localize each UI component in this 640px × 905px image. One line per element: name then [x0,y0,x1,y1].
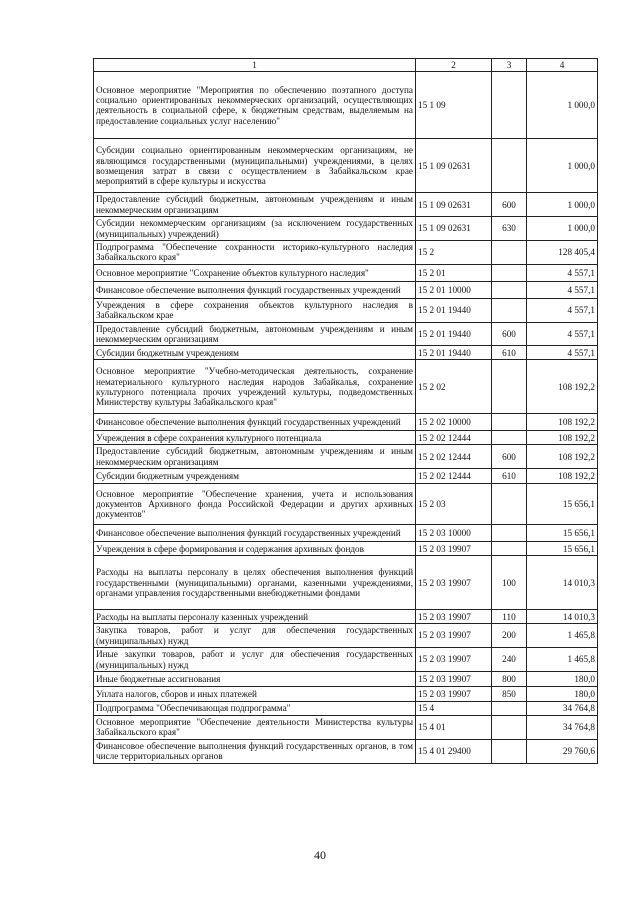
table-row [94,610,598,624]
row-type-cell [492,525,527,542]
table-row [94,431,598,445]
page-number: 40 [314,848,326,862]
row-amount-cell: 180,0 [527,671,598,686]
row-name-cell: Предоставление субсидий бюджетным, автономным учреждениям и иным некоммерческим организациям [94,445,416,469]
row-name-cell: Иные закупки товаров, работ и услуг для обеспечения государственных (муниципальных) нужд [94,648,416,672]
row-code-cell: 15 1 09 02631 [416,193,492,217]
row-type-cell [492,72,527,139]
header-col-2: 2 [416,59,492,72]
row-type-cell [492,241,527,265]
row-amount-cell: 1 000,0 [527,193,598,217]
row-amount-cell: 34 764,8 [527,701,598,715]
row-type-cell: 800 [492,671,527,686]
header-col-4: 4 [527,59,598,72]
table-row [94,701,598,715]
row-amount-cell: 108 192,2 [527,431,598,445]
table-row [94,648,598,672]
table-row [94,281,598,298]
row-name-cell: Основное мероприятие "Мероприятия по обеспечению поэтапного доступа социально ориентированных некоммерческих организаций, осуществляющих деятельность в социальной сфере, к бюджетным средствам, выделяемым на предоставление социальных услуг населению" [94,72,416,139]
table-row [94,445,598,469]
row-amount-cell: 1 465,8 [527,648,598,672]
row-amount-cell: 14 010,3 [527,610,598,624]
row-name-cell: Основное мероприятие "Учебно-методическая деятельность, сохранение нематериального культурного наследия народов Забайкалья, сохранение культурного потенциала прочих учреждений культуры, подведомственных Министерству культуры Забайкальского края" [94,360,416,414]
row-type-cell: 100 [492,556,527,610]
row-type-cell [492,739,527,763]
row-type-cell: 630 [492,217,527,241]
header-col-3: 3 [492,59,527,72]
row-name-cell: Предоставление субсидий бюджетным, автономным учреждениям и иным некоммерческим организациям [94,322,416,346]
row-code-cell: 15 2 03 19907 [416,648,492,672]
table-row [94,624,598,648]
row-code-cell: 15 2 01 19440 [416,322,492,346]
row-amount-cell: 108 192,2 [527,469,598,484]
row-amount-cell: 108 192,2 [527,414,598,431]
row-code-cell: 15 2 03 19907 [416,556,492,610]
row-code-cell: 15 4 [416,701,492,715]
table-row [94,525,598,542]
row-amount-cell: 1 465,8 [527,624,598,648]
row-code-cell: 15 2 02 12444 [416,431,492,445]
row-code-cell: 15 2 01 19440 [416,346,492,360]
row-name-cell: Учреждения в сфере сохранения культурного потенциала [94,431,416,445]
header-col-1: 1 [94,59,416,72]
table-row [94,556,598,610]
row-type-cell: 610 [492,346,527,360]
budget-table [93,58,598,764]
row-amount-cell: 15 656,1 [527,525,598,542]
row-name-cell: Субсидии бюджетным учреждениям [94,346,416,360]
table-row [94,715,598,739]
table-row [94,739,598,763]
row-code-cell: 15 1 09 02631 [416,139,492,193]
row-name-cell: Основное мероприятие "Сохранение объектов культурного наследия" [94,264,416,281]
row-name-cell: Расходы на выплаты персоналу в целях обеспечения выполнения функций государственными (муниципальными) органами, казенными учреждениями, органами управления государственными внебюджетными фондами [94,556,416,610]
table-row [94,671,598,686]
row-type-cell: 110 [492,610,527,624]
table-header-row [94,59,598,72]
row-name-cell: Финансовое обеспечение выполнения функций государственных учреждений [94,525,416,542]
row-name-cell: Подпрограмма "Обеспечение сохранности историко-культурного наследия Забайкальского края" [94,241,416,265]
row-code-cell: 15 2 02 12444 [416,445,492,469]
row-code-cell: 15 1 09 [416,72,492,139]
row-name-cell: Финансовое обеспечение выполнения функций государственных органов, в том числе территориальных органов [94,739,416,763]
row-name-cell: Уплата налогов, сборов и иных платежей [94,686,416,701]
row-type-cell [492,264,527,281]
row-type-cell [492,298,527,322]
table-body [94,72,598,763]
row-name-cell: Основное мероприятие "Обеспечение деятельности Министерства культуры Забайкальского края" [94,715,416,739]
table-row [94,346,598,360]
table-row [94,139,598,193]
row-amount-cell: 180,0 [527,686,598,701]
row-name-cell: Финансовое обеспечение выполнения функций государственных учреждений [94,414,416,431]
row-amount-cell: 14 010,3 [527,556,598,610]
row-name-cell: Подпрограмма "Обеспечивающая подпрограмма" [94,701,416,715]
row-type-cell: 850 [492,686,527,701]
row-code-cell: 15 2 03 [416,484,492,525]
row-name-cell: Закупка товаров, работ и услуг для обеспечения государственных (муниципальных) нужд [94,624,416,648]
row-type-cell [492,542,527,556]
row-code-cell: 15 2 03 19907 [416,671,492,686]
row-name-cell: Иные бюджетные ассигнования [94,671,416,686]
row-amount-cell: 1 000,0 [527,139,598,193]
row-code-cell: 15 2 03 19907 [416,686,492,701]
row-code-cell: 15 2 03 19907 [416,624,492,648]
table-row [94,72,598,139]
row-type-cell: 240 [492,648,527,672]
row-amount-cell: 128 405,4 [527,241,598,265]
row-name-cell: Расходы на выплаты персоналу казенных учреждений [94,610,416,624]
row-amount-cell: 4 557,1 [527,281,598,298]
row-name-cell: Субсидии некоммерческим организациям (за исключением государственных (муниципальных) учреждений) [94,217,416,241]
row-type-cell: 600 [492,193,527,217]
row-code-cell: 15 4 01 29400 [416,739,492,763]
row-type-cell [492,431,527,445]
row-code-cell: 15 4 01 [416,715,492,739]
row-code-cell: 15 2 [416,241,492,265]
row-name-cell: Финансовое обеспечение выполнения функций государственных учреждений [94,281,416,298]
row-code-cell: 15 2 02 [416,360,492,414]
table-row [94,264,598,281]
row-type-cell [492,715,527,739]
row-amount-cell: 4 557,1 [527,264,598,281]
row-amount-cell: 108 192,2 [527,360,598,414]
table-row [94,542,598,556]
row-code-cell: 15 2 03 19907 [416,610,492,624]
table-row [94,484,598,525]
table-row [94,193,598,217]
row-type-cell [492,139,527,193]
row-type-cell [492,281,527,298]
row-name-cell: Субсидии социально ориентированным некоммерческим организациям, не являющимся государственными (муниципальными) учреждениями, в целях возмещения затрат в связи с осуществлением в Забайкальском крае мероприятий в сфере культуры и искусства [94,139,416,193]
table-row [94,298,598,322]
row-type-cell: 200 [492,624,527,648]
row-code-cell: 15 2 03 19907 [416,542,492,556]
table-row [94,322,598,346]
row-amount-cell: 15 656,1 [527,484,598,525]
row-type-cell: 600 [492,322,527,346]
row-amount-cell: 108 192,2 [527,445,598,469]
row-code-cell: 15 2 01 10000 [416,281,492,298]
row-name-cell: Предоставление субсидий бюджетным, автономным учреждениям и иным некоммерческим организациям [94,193,416,217]
row-type-cell: 600 [492,445,527,469]
table-row [94,241,598,265]
table-row [94,360,598,414]
row-name-cell: Учреждения в сфере сохранения объектов культурного наследия в Забайкальском крае [94,298,416,322]
row-amount-cell: 4 557,1 [527,346,598,360]
row-amount-cell: 1 000,0 [527,72,598,139]
row-amount-cell: 1 000,0 [527,217,598,241]
row-code-cell: 15 2 03 10000 [416,525,492,542]
row-type-cell [492,360,527,414]
row-amount-cell: 15 656,1 [527,542,598,556]
row-name-cell: Учреждения в сфере формирования и содержания архивных фондов [94,542,416,556]
row-amount-cell: 29 760,6 [527,739,598,763]
table-row [94,469,598,484]
row-type-cell [492,701,527,715]
row-code-cell: 15 2 02 12444 [416,469,492,484]
row-name-cell: Субсидии бюджетным учреждениям [94,469,416,484]
table-row [94,414,598,431]
row-code-cell: 15 2 01 [416,264,492,281]
row-type-cell [492,414,527,431]
row-amount-cell: 34 764,8 [527,715,598,739]
row-type-cell: 610 [492,469,527,484]
row-code-cell: 15 2 02 10000 [416,414,492,431]
row-code-cell: 15 2 01 19440 [416,298,492,322]
table-row [94,217,598,241]
row-amount-cell: 4 557,1 [527,298,598,322]
row-type-cell [492,484,527,525]
row-amount-cell: 4 557,1 [527,322,598,346]
row-code-cell: 15 1 09 02631 [416,217,492,241]
row-name-cell: Основное мероприятие "Обеспечение хранения, учета и использования документов Архивного фонда Российской Федерации и других архивных документов" [94,484,416,525]
table-row [94,686,598,701]
